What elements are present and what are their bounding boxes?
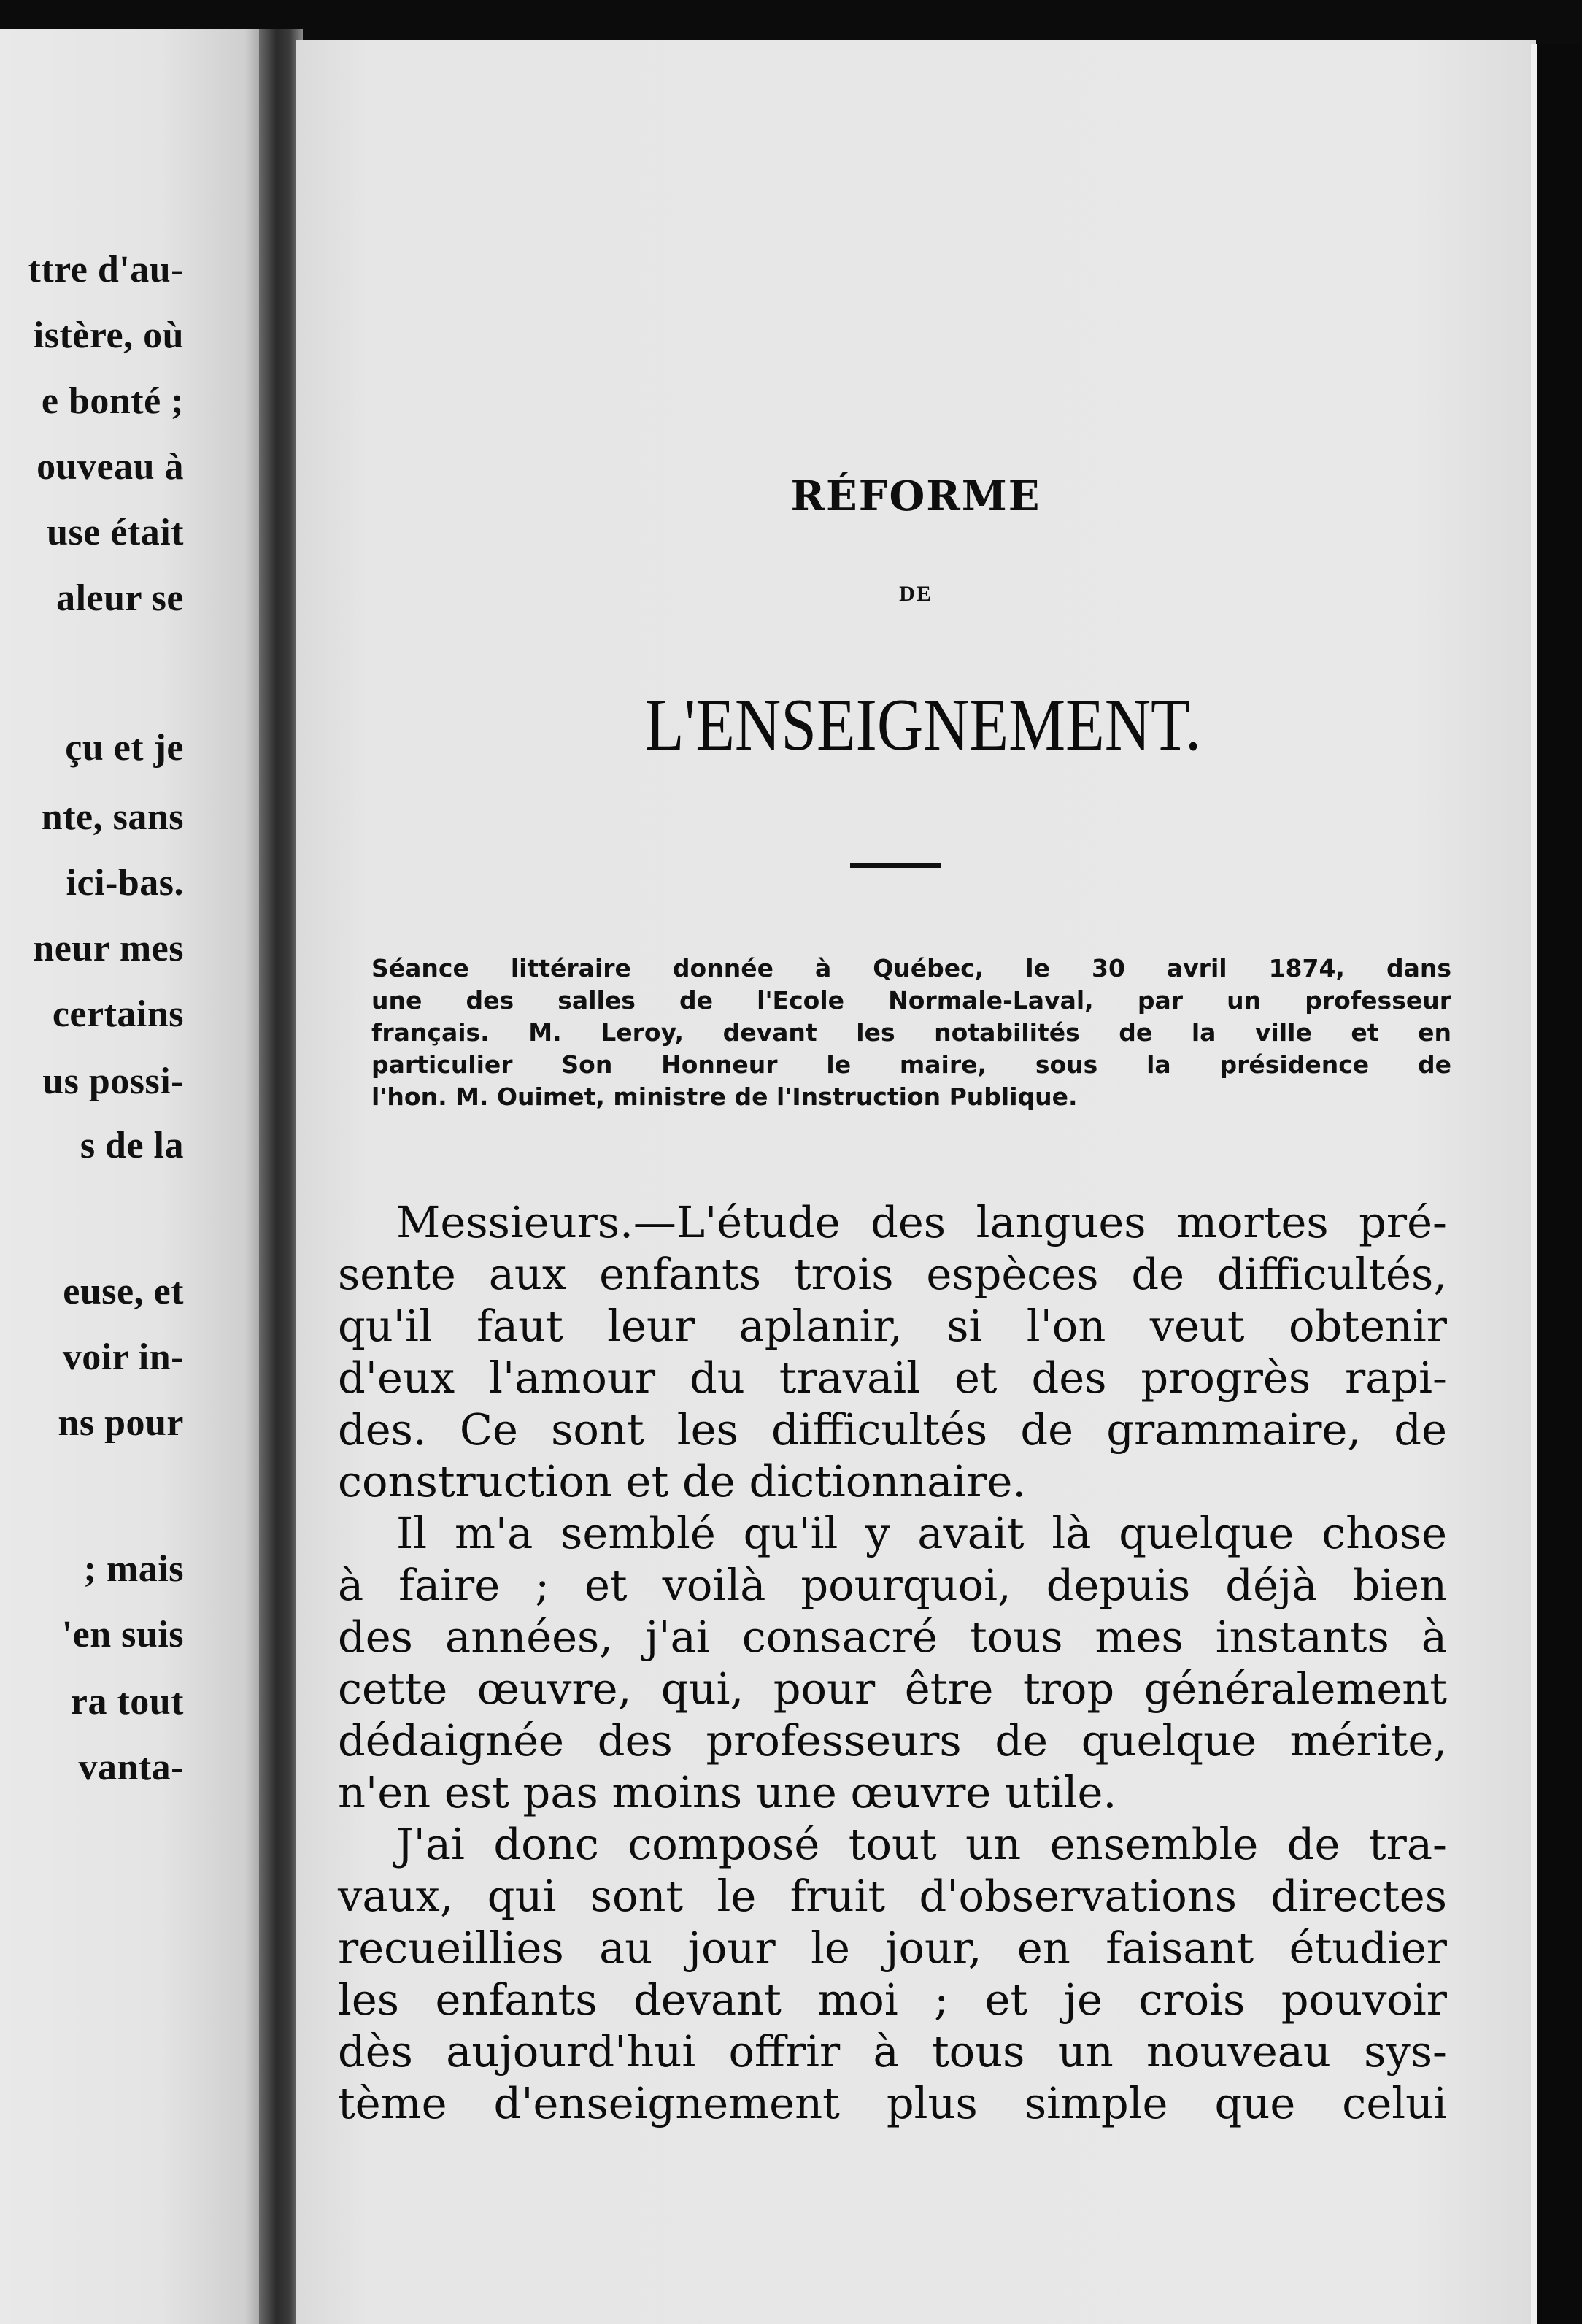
left-line: nte, sans	[41, 796, 184, 838]
subtitle-line: une des salles de l'Ecole Normale-Laval, par un professeur	[371, 986, 1451, 1015]
body-line: construction et de dictionnaire.	[338, 1456, 1027, 1507]
session-description	[371, 953, 1451, 1113]
left-line: aleur se	[56, 577, 184, 619]
body-line: recueillies au jour le jour, en faisant étudier	[338, 1923, 1447, 1973]
left-line: istère, où	[33, 315, 184, 356]
body-line: dès aujourd'hui offrir à tous un nouveau sys-	[338, 2026, 1447, 2077]
left-page	[0, 29, 266, 2324]
article-body	[338, 1196, 1447, 2129]
left-line: ra tout	[70, 1681, 184, 1723]
left-line: s de la	[80, 1125, 184, 1166]
title-reforme: RÉFORME	[790, 472, 1041, 520]
body-line: à faire ; et voilà pourquoi, depuis déjà bien	[338, 1560, 1447, 1610]
left-line: ici-bas.	[66, 862, 184, 904]
left-line: e bonté ;	[41, 380, 184, 422]
body-line: qu'il faut leur aplanir, si l'on veut obtenir	[338, 1301, 1447, 1351]
body-line: des années, j'ai consacré tous mes instants à	[338, 1612, 1447, 1662]
page-edge-highlight	[1531, 44, 1537, 2324]
left-line: euse, et	[63, 1271, 184, 1312]
subtitle-line: Séance littéraire donnée à Québec, le 30 avril 1874, dans	[371, 954, 1451, 982]
left-line: 'en suis	[61, 1614, 184, 1655]
body-line: tème d'enseignement plus simple que celui	[338, 2078, 1447, 2128]
left-line: ouveau à	[36, 446, 184, 488]
body-line: dédaignée des professeurs de quelque mérite,	[338, 1715, 1447, 1766]
body-line: n'en est pas moins une œuvre utile.	[338, 1767, 1117, 1817]
body-line: Il m'a semblé qu'il y avait là quelque chose	[396, 1508, 1447, 1558]
scan-right-border	[1537, 44, 1582, 2324]
body-line: d'eux l'amour du travail et des progrès rapi-	[338, 1353, 1447, 1403]
left-line: certains	[52, 993, 184, 1035]
title-enseignement: L'ENSEIGNEMENT.	[644, 684, 1202, 766]
left-line: use était	[47, 512, 184, 553]
left-line: us possi-	[42, 1061, 184, 1102]
title-de: DE	[899, 582, 933, 606]
left-line: ; mais	[83, 1548, 184, 1590]
body-line: cette œuvre, qui, pour être trop généralement	[338, 1663, 1447, 1714]
subtitle-line: français. M. Leroy, devant les notabilités de la ville et en	[371, 1018, 1451, 1047]
body-line: sente aux enfants trois espèces de difficultés,	[338, 1249, 1447, 1299]
left-line: çu et je	[65, 727, 184, 769]
subtitle-line: l'hon. M. Ouimet, ministre de l'Instruction Publique.	[371, 1082, 1078, 1111]
body-line: des. Ce sont les difficultés de grammaire, de	[338, 1404, 1447, 1455]
subtitle-line: particulier Son Honneur le maire, sous la présidence de	[371, 1050, 1451, 1079]
body-line: les enfants devant moi ; et je crois pouvoir	[338, 1974, 1447, 2025]
right-page	[296, 40, 1536, 2324]
left-line: vanta-	[78, 1747, 184, 1788]
title-rule	[850, 863, 941, 868]
left-line: voir in-	[62, 1336, 184, 1378]
left-line: neur mes	[33, 928, 184, 969]
body-line: Messieurs.—L'étude des langues mortes pré-	[396, 1197, 1447, 1247]
left-line: ttre d'au-	[28, 249, 184, 290]
body-line: J'ai donc composé tout un ensemble de tra-	[396, 1819, 1447, 1869]
body-line: vaux, qui sont le fruit d'observations directes	[338, 1871, 1447, 1921]
left-line: ns pour	[58, 1402, 184, 1444]
